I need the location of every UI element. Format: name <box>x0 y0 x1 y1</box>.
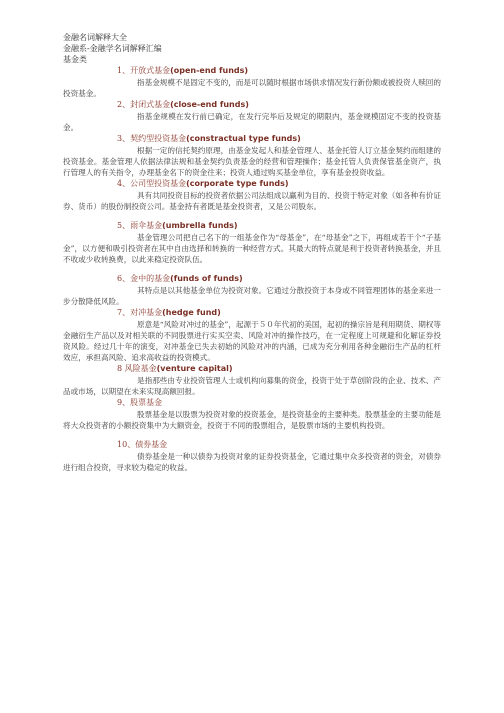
section-number: 5 <box>117 221 123 230</box>
section-title-en: (umbrella funds) <box>162 221 238 230</box>
section-heading <box>63 273 441 285</box>
section-title-cn: 开放式基金 <box>130 66 171 75</box>
section-number: 3 <box>117 134 123 143</box>
fund-section <box>63 363 441 397</box>
section-separator: 、 <box>122 66 131 75</box>
section-body: 基金管理公司把自己名下的一组基金作为“母基金”，在“母基金”之下，再组成若干个“子基金”，以方便和吸引投资者在其中自由选择和转换的一种经营方式。其最大的特点就是利于投资者转换基金，并且不收或少收转换费，以此来稳定投资队伍。 <box>63 233 442 264</box>
section-number: 10 <box>117 440 128 449</box>
section-body: 指基金规模在发行前已确定，在发行完毕后及规定的期限内，基金规模固定不变的投资基金。 <box>63 112 441 132</box>
doc-subtitle: 金融系-金融学名词解释汇编 <box>63 44 162 53</box>
paragraph-gap <box>63 431 441 439</box>
section-heading <box>63 220 441 232</box>
paragraph-gap <box>63 265 441 273</box>
fund-section <box>63 178 441 212</box>
section-heading <box>63 65 441 77</box>
section-separator: 、 <box>122 274 131 283</box>
section-title-cn: 金中的基金 <box>130 274 171 283</box>
section-body: 是指那些由专业投资管理人士或机构向募集的资金，投资于处于草创阶段的企业、技术、产品或市场，以期望在未来实现高额回报。 <box>63 376 441 396</box>
section-heading <box>63 397 441 409</box>
document-page <box>63 32 441 473</box>
section-body: 根据一定的信托契约原理，由基金发起人和基金管理人、基金托管人订立基金契约而组建的投资基金。基金管理人依据法律法规和基金契约负责基金的经营和管理操作；基金托管人负责保管基金资产，执行管理人的有关指令，办理基金名下的资金往来；投资人通过购买基金单位，享有基金投资收益。 <box>63 146 441 177</box>
section-title-en: (hedge fund) <box>162 308 221 317</box>
section-title-cn: 雨伞基金 <box>130 221 163 230</box>
section-body: 指基金规模不是固定不变的，而是可以随时根据市场供求情况发行新份额或被投资人赎回的投资基金。 <box>63 78 441 98</box>
section-title-en: (venture capital) <box>156 364 233 373</box>
section-title-cn: 契约型投资基金 <box>130 134 187 143</box>
section-separator: 、 <box>122 179 131 188</box>
section-body: 债券基金是一种以债券为投资对象的证券投资基金，它通过集中众多投资者的资金，对债券进行组合投资，寻求较为稳定的收益。 <box>63 452 441 472</box>
section-number: 7 <box>117 308 123 317</box>
fund-section <box>63 65 441 99</box>
paragraph-gap <box>63 212 441 220</box>
fund-section <box>63 397 441 431</box>
section-heading <box>63 178 441 190</box>
section-separator: 、 <box>122 398 131 407</box>
section-title-cn: 对冲基金 <box>130 308 163 317</box>
section-separator: 、 <box>122 134 131 143</box>
section-title-en: (constractual type funds) <box>186 134 301 143</box>
section-number: 2 <box>117 100 123 109</box>
section-body: 具有共同投资目标的投资者依据公司法组成以赢利为目的、投资于特定对象（如各种有价证券、货币）的股份制投资公司。基金持有者既是基金投资者，又是公司股东。 <box>63 191 441 211</box>
section-separator: 、 <box>122 221 131 230</box>
section-title-cn: 公司型投资基金 <box>130 179 187 188</box>
sections-list <box>63 65 441 473</box>
section-heading <box>63 307 441 319</box>
section-title-cn: 股票基金 <box>130 398 163 407</box>
section-separator: 、 <box>122 100 131 109</box>
section-title-cn: 风险基金 <box>124 364 157 373</box>
section-heading <box>63 439 441 451</box>
section-body: 其特点是以其他基金单位为投资对象。它通过分散投资于本身或不同管理团体的基金来进一步分散降低风险。 <box>63 286 441 306</box>
fund-section <box>63 273 441 307</box>
section-title-en: (open-end funds) <box>170 66 249 75</box>
section-number: 1 <box>117 66 123 75</box>
section-number: 9 <box>117 398 123 407</box>
fund-section <box>63 99 441 133</box>
fund-section <box>63 220 441 265</box>
category-label: 基金类 <box>63 55 87 64</box>
section-title-en: (funds of funds) <box>170 274 243 283</box>
section-heading <box>63 99 441 111</box>
section-body: 原意是“风险对冲过的基金”，起源于５０年代初的美国，起初的操宗旨是利用期货、期权等金融衍生产品以及对相关联的不同股票进行实买空卖、风险对冲的操作技巧，在一定程度上可规避和化解证券投资风险。经过几十年的演变，对冲基金已失去初始的风险对冲的内涵，已成为充分利用各种金融衍生产品的杠杆效应，承担高风险、追求高收益的投资模式。 <box>63 320 441 362</box>
section-heading <box>63 363 441 375</box>
fund-section <box>63 439 441 473</box>
section-number: 6 <box>117 274 123 283</box>
fund-section <box>63 307 441 363</box>
section-number: 4 <box>117 179 123 188</box>
section-heading <box>63 133 441 145</box>
section-title-cn: 债券基金 <box>135 440 168 449</box>
section-separator: 、 <box>127 440 136 449</box>
section-title-en: (corporate type funds) <box>186 179 289 188</box>
section-separator: 、 <box>122 308 131 317</box>
section-number: 8 <box>117 364 123 373</box>
section-body: 股票基金是以股票为投资对象的投资基金，是投资基金的主要种类。股票基金的主要功能是将大众投资者的小额投资集中为大额资金，投资于不同的股票组合，是股票市场的主要机构投资。 <box>63 410 441 430</box>
section-title-cn: 封闭式基金 <box>130 100 171 109</box>
doc-title: 金融名词解释大全 <box>63 33 127 42</box>
fund-section <box>63 133 441 178</box>
section-title-en: (close-end funds) <box>170 100 249 109</box>
